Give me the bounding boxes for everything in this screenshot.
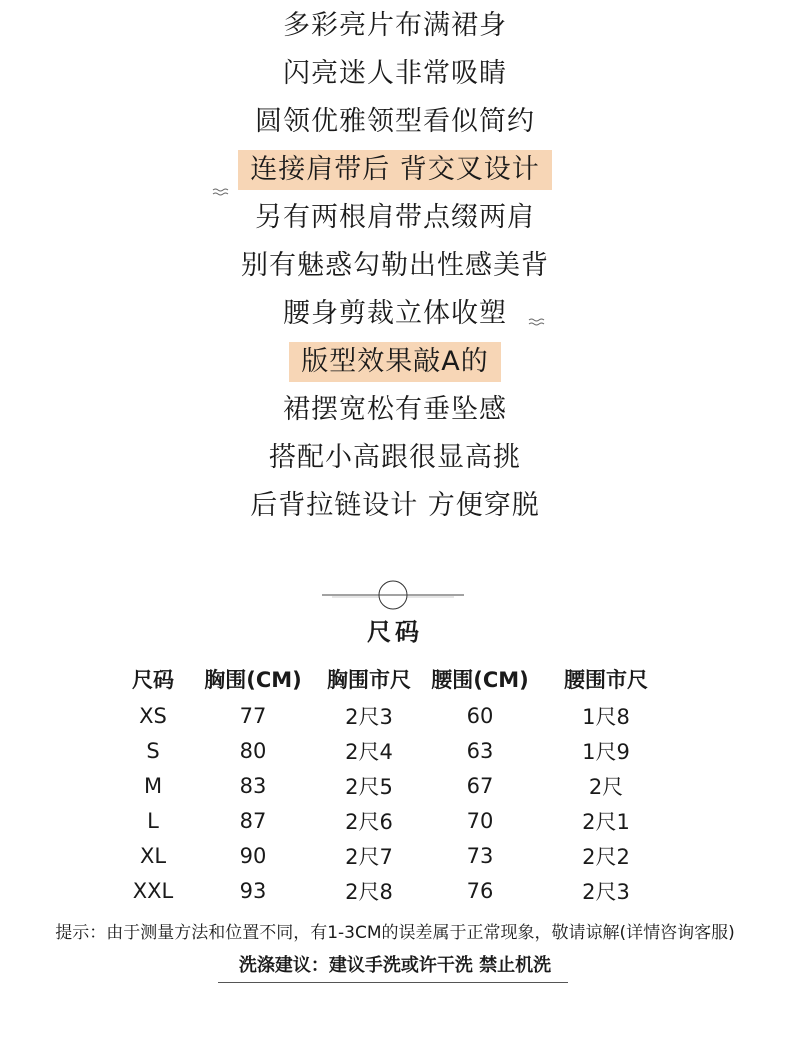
size-table — [110, 660, 680, 908]
feature-line-highlighted: 连接肩带后 背交叉设计 — [0, 150, 790, 190]
column-header: 胸围市尺 — [327, 668, 411, 692]
table-cell: M — [143, 773, 163, 798]
table-cell: 2尺6 — [345, 809, 393, 834]
size-section-title: 尺码 — [367, 618, 423, 646]
circle-divider-icon — [322, 578, 464, 612]
table-cell: XXL — [132, 878, 174, 903]
table-cell: XS — [139, 703, 167, 728]
table-row — [110, 768, 680, 803]
table-cell: 2尺1 — [582, 809, 630, 834]
table-cell: 60 — [466, 703, 494, 728]
table-cell: XL — [139, 843, 167, 868]
wave-icon — [528, 317, 548, 327]
column-header: 胸围(CM) — [204, 668, 302, 692]
feature-line: 裙摆宽松有垂坠感 — [283, 394, 507, 425]
feature-line: 后背拉链设计 方便穿脱 — [250, 490, 540, 521]
table-row — [110, 873, 680, 908]
table-cell: 70 — [466, 808, 494, 833]
feature-line: 搭配小高跟很显高挑 — [269, 442, 521, 473]
feature-line: 别有魅惑勾勒出性感美背 — [241, 250, 549, 281]
feature-line: 圆领优雅领型看似简约 — [255, 106, 535, 137]
table-cell: 2尺3 — [345, 704, 393, 729]
feature-line: 另有两根肩带点缀两肩 — [255, 202, 535, 233]
table-cell: 1尺8 — [582, 704, 630, 729]
table-cell: 63 — [466, 738, 494, 763]
wash-advice: 洗涤建议：建议手洗或许干洗 禁止机洗 — [238, 955, 552, 976]
table-cell: L — [147, 808, 159, 833]
column-header: 腰围市尺 — [564, 668, 648, 692]
table-cell: 2尺8 — [345, 879, 393, 904]
table-header-row — [110, 660, 680, 698]
table-cell: 2尺4 — [345, 739, 393, 764]
table-row — [110, 838, 680, 873]
table-cell: 67 — [466, 773, 494, 798]
table-cell: 83 — [239, 773, 267, 798]
table-row — [110, 698, 680, 733]
table-row — [110, 733, 680, 768]
table-cell: 2尺7 — [345, 844, 393, 869]
table-cell: 1尺9 — [582, 739, 630, 764]
feature-line: 腰身剪裁立体收塑 — [283, 298, 507, 329]
table-cell: 77 — [239, 703, 267, 728]
wave-icon — [212, 187, 232, 197]
table-row — [110, 803, 680, 838]
table-cell: 76 — [466, 878, 494, 903]
feature-line: 多彩亮片布满裙身 — [283, 10, 507, 41]
underline-divider — [218, 982, 568, 983]
feature-line-highlighted: 版型效果敲A的 — [0, 342, 790, 382]
column-header: 腰围(CM) — [431, 668, 529, 692]
table-cell: 87 — [239, 808, 267, 833]
table-cell: 73 — [466, 843, 494, 868]
table-cell: 80 — [239, 738, 267, 763]
measurement-note: 提示：由于测量方法和位置不同，有1-3CM的误差属于正常现象，敬请谅解(详情咨询客服) — [55, 923, 735, 943]
column-header: 尺码 — [132, 668, 174, 692]
table-cell: 2尺3 — [582, 879, 630, 904]
table-cell: 2尺2 — [582, 844, 630, 869]
table-cell: 93 — [239, 878, 267, 903]
feature-line: 闪亮迷人非常吸睛 — [283, 58, 507, 89]
table-cell: 90 — [239, 843, 267, 868]
table-cell: 2尺5 — [345, 774, 393, 799]
table-cell: 2尺 — [588, 774, 624, 799]
table-cell: S — [146, 738, 160, 763]
